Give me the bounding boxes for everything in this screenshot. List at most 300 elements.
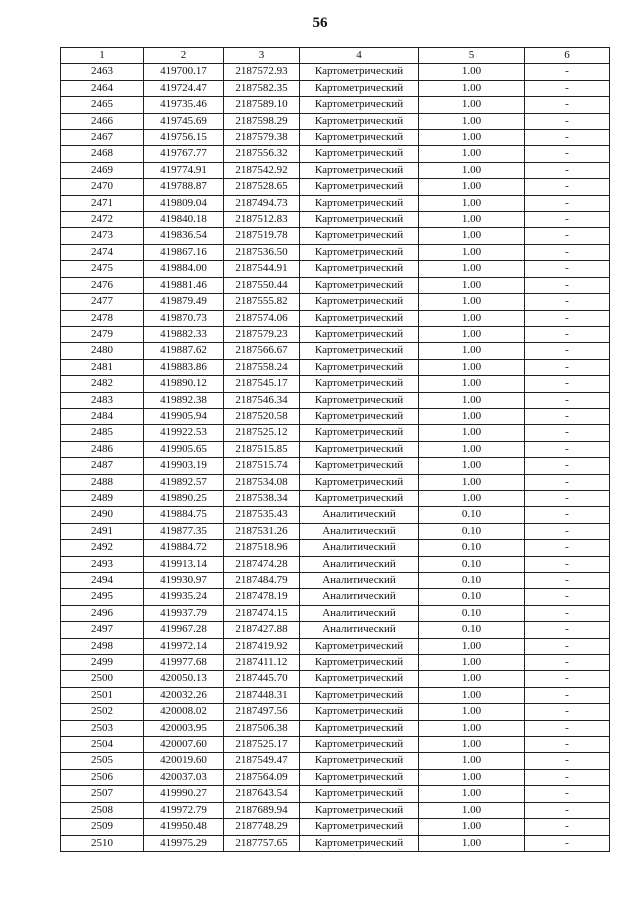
point-number-cell: 2490 <box>61 507 144 523</box>
method-cell: Аналитический <box>300 605 419 621</box>
x-coordinate-cell: 420050.13 <box>144 671 224 687</box>
note-cell: - <box>525 819 610 835</box>
accuracy-cell: 1.00 <box>419 310 525 326</box>
accuracy-cell: 1.00 <box>419 753 525 769</box>
note-cell: - <box>525 589 610 605</box>
accuracy-cell: 1.00 <box>419 146 525 162</box>
method-cell: Картометрический <box>300 146 419 162</box>
point-number-cell: 2473 <box>61 228 144 244</box>
x-coordinate-cell: 419890.25 <box>144 490 224 506</box>
point-number-cell: 2501 <box>61 687 144 703</box>
x-coordinate-cell: 419724.47 <box>144 80 224 96</box>
y-coordinate-cell: 2187484.79 <box>224 573 300 589</box>
method-cell: Картометрический <box>300 277 419 293</box>
x-coordinate-cell: 419892.57 <box>144 474 224 490</box>
note-cell: - <box>525 326 610 342</box>
note-cell: - <box>525 130 610 146</box>
table-row <box>61 458 610 474</box>
x-coordinate-cell: 420037.03 <box>144 769 224 785</box>
note-cell: - <box>525 310 610 326</box>
accuracy-cell: 1.00 <box>419 819 525 835</box>
accuracy-cell: 1.00 <box>419 720 525 736</box>
coordinates-table <box>60 47 610 852</box>
table-row <box>61 441 610 457</box>
x-coordinate-cell: 419867.16 <box>144 244 224 260</box>
method-cell: Картометрический <box>300 195 419 211</box>
point-number-cell: 2476 <box>61 277 144 293</box>
x-coordinate-cell: 419922.53 <box>144 425 224 441</box>
y-coordinate-cell: 2187474.15 <box>224 605 300 621</box>
note-cell: - <box>525 835 610 851</box>
accuracy-cell: 1.00 <box>419 425 525 441</box>
x-coordinate-cell: 419884.75 <box>144 507 224 523</box>
point-number-cell: 2469 <box>61 162 144 178</box>
y-coordinate-cell: 2187515.74 <box>224 458 300 474</box>
point-number-cell: 2477 <box>61 294 144 310</box>
table-row <box>61 835 610 851</box>
note-cell: - <box>525 294 610 310</box>
x-coordinate-cell: 419990.27 <box>144 786 224 802</box>
x-coordinate-cell: 419905.65 <box>144 441 224 457</box>
y-coordinate-cell: 2187598.29 <box>224 113 300 129</box>
y-coordinate-cell: 2187512.83 <box>224 212 300 228</box>
accuracy-cell: 1.00 <box>419 212 525 228</box>
x-coordinate-cell: 419879.49 <box>144 294 224 310</box>
x-coordinate-cell: 420003.95 <box>144 720 224 736</box>
method-cell: Аналитический <box>300 589 419 605</box>
note-cell: - <box>525 64 610 80</box>
point-number-cell: 2475 <box>61 261 144 277</box>
accuracy-cell: 1.00 <box>419 326 525 342</box>
table-row <box>61 228 610 244</box>
accuracy-cell: 1.00 <box>419 458 525 474</box>
x-coordinate-cell: 419700.17 <box>144 64 224 80</box>
method-cell: Аналитический <box>300 573 419 589</box>
accuracy-cell: 1.00 <box>419 687 525 703</box>
note-cell: - <box>525 425 610 441</box>
table-row <box>61 589 610 605</box>
accuracy-cell: 1.00 <box>419 359 525 375</box>
table-row <box>61 310 610 326</box>
point-number-cell: 2497 <box>61 622 144 638</box>
method-cell: Картометрический <box>300 704 419 720</box>
method-cell: Картометрический <box>300 835 419 851</box>
accuracy-cell: 1.00 <box>419 162 525 178</box>
accuracy-cell: 1.00 <box>419 97 525 113</box>
point-number-cell: 2472 <box>61 212 144 228</box>
method-cell: Картометрический <box>300 737 419 753</box>
method-cell: Картометрический <box>300 244 419 260</box>
table-row <box>61 720 610 736</box>
point-number-cell: 2468 <box>61 146 144 162</box>
point-number-cell: 2489 <box>61 490 144 506</box>
y-coordinate-cell: 2187558.24 <box>224 359 300 375</box>
y-coordinate-cell: 2187550.44 <box>224 277 300 293</box>
note-cell: - <box>525 720 610 736</box>
note-cell: - <box>525 704 610 720</box>
y-coordinate-cell: 2187531.26 <box>224 523 300 539</box>
table-row <box>61 687 610 703</box>
point-number-cell: 2465 <box>61 97 144 113</box>
accuracy-cell: 1.00 <box>419 392 525 408</box>
table-row <box>61 523 610 539</box>
x-coordinate-cell: 419788.87 <box>144 179 224 195</box>
accuracy-cell: 1.00 <box>419 704 525 720</box>
note-cell: - <box>525 769 610 785</box>
point-number-cell: 2504 <box>61 737 144 753</box>
method-cell: Картометрический <box>300 819 419 835</box>
x-coordinate-cell: 419913.14 <box>144 556 224 572</box>
y-coordinate-cell: 2187582.35 <box>224 80 300 96</box>
table-row <box>61 704 610 720</box>
y-coordinate-cell: 2187528.65 <box>224 179 300 195</box>
y-coordinate-cell: 2187544.91 <box>224 261 300 277</box>
note-cell: - <box>525 605 610 621</box>
table-row <box>61 277 610 293</box>
y-coordinate-cell: 2187535.43 <box>224 507 300 523</box>
table-row <box>61 540 610 556</box>
table-row <box>61 294 610 310</box>
method-cell: Картометрический <box>300 310 419 326</box>
point-number-cell: 2485 <box>61 425 144 441</box>
table-row <box>61 261 610 277</box>
point-number-cell: 2467 <box>61 130 144 146</box>
method-cell: Картометрический <box>300 490 419 506</box>
note-cell: - <box>525 523 610 539</box>
note-cell: - <box>525 622 610 638</box>
point-number-cell: 2499 <box>61 655 144 671</box>
method-cell: Аналитический <box>300 556 419 572</box>
point-number-cell: 2471 <box>61 195 144 211</box>
method-cell: Картометрический <box>300 212 419 228</box>
method-cell: Картометрический <box>300 441 419 457</box>
accuracy-cell: 1.00 <box>419 130 525 146</box>
y-coordinate-cell: 2187536.50 <box>224 244 300 260</box>
method-cell: Аналитический <box>300 540 419 556</box>
y-coordinate-cell: 2187411.12 <box>224 655 300 671</box>
table-row <box>61 802 610 818</box>
y-coordinate-cell: 2187448.31 <box>224 687 300 703</box>
accuracy-cell: 0.10 <box>419 507 525 523</box>
table-row <box>61 786 610 802</box>
table-row <box>61 146 610 162</box>
table-row <box>61 195 610 211</box>
table-row <box>61 573 610 589</box>
note-cell: - <box>525 179 610 195</box>
point-number-cell: 2508 <box>61 802 144 818</box>
point-number-cell: 2481 <box>61 359 144 375</box>
accuracy-cell: 1.00 <box>419 113 525 129</box>
table-row <box>61 392 610 408</box>
method-cell: Картометрический <box>300 228 419 244</box>
column-header: 2 <box>144 48 224 64</box>
method-cell: Аналитический <box>300 523 419 539</box>
method-cell: Картометрический <box>300 130 419 146</box>
note-cell: - <box>525 573 610 589</box>
point-number-cell: 2500 <box>61 671 144 687</box>
y-coordinate-cell: 2187566.67 <box>224 343 300 359</box>
column-header: 4 <box>300 48 419 64</box>
y-coordinate-cell: 2187689.94 <box>224 802 300 818</box>
note-cell: - <box>525 408 610 424</box>
x-coordinate-cell: 419937.79 <box>144 605 224 621</box>
method-cell: Картометрический <box>300 179 419 195</box>
x-coordinate-cell: 419774.91 <box>144 162 224 178</box>
x-coordinate-cell: 419882.33 <box>144 326 224 342</box>
method-cell: Картометрический <box>300 786 419 802</box>
point-number-cell: 2482 <box>61 376 144 392</box>
x-coordinate-cell: 419881.46 <box>144 277 224 293</box>
note-cell: - <box>525 162 610 178</box>
y-coordinate-cell: 2187757.65 <box>224 835 300 851</box>
accuracy-cell: 1.00 <box>419 195 525 211</box>
y-coordinate-cell: 2187574.06 <box>224 310 300 326</box>
note-cell: - <box>525 638 610 654</box>
point-number-cell: 2506 <box>61 769 144 785</box>
point-number-cell: 2492 <box>61 540 144 556</box>
accuracy-cell: 1.00 <box>419 277 525 293</box>
x-coordinate-cell: 419877.35 <box>144 523 224 539</box>
method-cell: Картометрический <box>300 97 419 113</box>
method-cell: Картометрический <box>300 802 419 818</box>
y-coordinate-cell: 2187549.47 <box>224 753 300 769</box>
x-coordinate-cell: 420007.60 <box>144 737 224 753</box>
y-coordinate-cell: 2187538.34 <box>224 490 300 506</box>
accuracy-cell: 0.10 <box>419 622 525 638</box>
point-number-cell: 2487 <box>61 458 144 474</box>
column-header: 3 <box>224 48 300 64</box>
column-header: 6 <box>525 48 610 64</box>
x-coordinate-cell: 419977.68 <box>144 655 224 671</box>
page-number: 56 <box>312 15 328 31</box>
note-cell: - <box>525 261 610 277</box>
accuracy-cell: 1.00 <box>419 441 525 457</box>
note-cell: - <box>525 212 610 228</box>
method-cell: Картометрический <box>300 359 419 375</box>
table-row <box>61 622 610 638</box>
y-coordinate-cell: 2187556.32 <box>224 146 300 162</box>
x-coordinate-cell: 419892.38 <box>144 392 224 408</box>
accuracy-cell: 1.00 <box>419 737 525 753</box>
accuracy-cell: 1.00 <box>419 786 525 802</box>
note-cell: - <box>525 655 610 671</box>
table-row <box>61 671 610 687</box>
method-cell: Картометрический <box>300 343 419 359</box>
note-cell: - <box>525 737 610 753</box>
column-header: 5 <box>419 48 525 64</box>
accuracy-cell: 0.10 <box>419 589 525 605</box>
point-number-cell: 2491 <box>61 523 144 539</box>
accuracy-cell: 0.10 <box>419 523 525 539</box>
method-cell: Картометрический <box>300 769 419 785</box>
method-cell: Картометрический <box>300 261 419 277</box>
table-row <box>61 819 610 835</box>
y-coordinate-cell: 2187579.23 <box>224 326 300 342</box>
x-coordinate-cell: 420019.60 <box>144 753 224 769</box>
table-body <box>61 64 610 852</box>
x-coordinate-cell: 419809.04 <box>144 195 224 211</box>
y-coordinate-cell: 2187542.92 <box>224 162 300 178</box>
method-cell: Картометрический <box>300 408 419 424</box>
point-number-cell: 2502 <box>61 704 144 720</box>
y-coordinate-cell: 2187419.92 <box>224 638 300 654</box>
accuracy-cell: 1.00 <box>419 835 525 851</box>
method-cell: Картометрический <box>300 687 419 703</box>
table-row <box>61 425 610 441</box>
table-row <box>61 605 610 621</box>
accuracy-cell: 1.00 <box>419 343 525 359</box>
accuracy-cell: 1.00 <box>419 638 525 654</box>
note-cell: - <box>525 802 610 818</box>
method-cell: Картометрический <box>300 474 419 490</box>
x-coordinate-cell: 419887.62 <box>144 343 224 359</box>
y-coordinate-cell: 2187545.17 <box>224 376 300 392</box>
table-row <box>61 244 610 260</box>
point-number-cell: 2494 <box>61 573 144 589</box>
note-cell: - <box>525 441 610 457</box>
method-cell: Картометрический <box>300 113 419 129</box>
point-number-cell: 2463 <box>61 64 144 80</box>
point-number-cell: 2505 <box>61 753 144 769</box>
note-cell: - <box>525 244 610 260</box>
y-coordinate-cell: 2187519.78 <box>224 228 300 244</box>
method-cell: Картометрический <box>300 638 419 654</box>
note-cell: - <box>525 753 610 769</box>
y-coordinate-cell: 2187497.56 <box>224 704 300 720</box>
x-coordinate-cell: 419840.18 <box>144 212 224 228</box>
table-row <box>61 64 610 80</box>
note-cell: - <box>525 786 610 802</box>
table-row <box>61 474 610 490</box>
y-coordinate-cell: 2187534.08 <box>224 474 300 490</box>
point-number-cell: 2493 <box>61 556 144 572</box>
y-coordinate-cell: 2187478.19 <box>224 589 300 605</box>
table-row <box>61 769 610 785</box>
table-row <box>61 507 610 523</box>
y-coordinate-cell: 2187427.88 <box>224 622 300 638</box>
table-header-row <box>61 48 610 64</box>
note-cell: - <box>525 490 610 506</box>
table-row <box>61 113 610 129</box>
point-number-cell: 2486 <box>61 441 144 457</box>
point-number-cell: 2466 <box>61 113 144 129</box>
column-header: 1 <box>61 48 144 64</box>
y-coordinate-cell: 2187525.12 <box>224 425 300 441</box>
note-cell: - <box>525 458 610 474</box>
accuracy-cell: 0.10 <box>419 556 525 572</box>
table-row <box>61 408 610 424</box>
accuracy-cell: 0.10 <box>419 605 525 621</box>
point-number-cell: 2470 <box>61 179 144 195</box>
point-number-cell: 2495 <box>61 589 144 605</box>
y-coordinate-cell: 2187525.17 <box>224 737 300 753</box>
y-coordinate-cell: 2187474.28 <box>224 556 300 572</box>
point-number-cell: 2498 <box>61 638 144 654</box>
point-number-cell: 2480 <box>61 343 144 359</box>
note-cell: - <box>525 671 610 687</box>
point-number-cell: 2474 <box>61 244 144 260</box>
method-cell: Картометрический <box>300 162 419 178</box>
point-number-cell: 2496 <box>61 605 144 621</box>
table-row <box>61 326 610 342</box>
y-coordinate-cell: 2187579.38 <box>224 130 300 146</box>
x-coordinate-cell: 419870.73 <box>144 310 224 326</box>
table-row <box>61 376 610 392</box>
note-cell: - <box>525 343 610 359</box>
method-cell: Картометрический <box>300 655 419 671</box>
table-row <box>61 556 610 572</box>
accuracy-cell: 1.00 <box>419 64 525 80</box>
method-cell: Картометрический <box>300 376 419 392</box>
accuracy-cell: 1.00 <box>419 376 525 392</box>
note-cell: - <box>525 228 610 244</box>
x-coordinate-cell: 419935.24 <box>144 589 224 605</box>
x-coordinate-cell: 419745.69 <box>144 113 224 129</box>
table-row <box>61 359 610 375</box>
point-number-cell: 2478 <box>61 310 144 326</box>
x-coordinate-cell: 419903.19 <box>144 458 224 474</box>
x-coordinate-cell: 419967.28 <box>144 622 224 638</box>
accuracy-cell: 1.00 <box>419 80 525 96</box>
accuracy-cell: 1.00 <box>419 474 525 490</box>
note-cell: - <box>525 376 610 392</box>
x-coordinate-cell: 419972.14 <box>144 638 224 654</box>
table-row <box>61 162 610 178</box>
method-cell: Картометрический <box>300 720 419 736</box>
method-cell: Аналитический <box>300 622 419 638</box>
note-cell: - <box>525 113 610 129</box>
note-cell: - <box>525 146 610 162</box>
accuracy-cell: 1.00 <box>419 769 525 785</box>
x-coordinate-cell: 419950.48 <box>144 819 224 835</box>
accuracy-cell: 1.00 <box>419 179 525 195</box>
x-coordinate-cell: 419883.86 <box>144 359 224 375</box>
method-cell: Картометрический <box>300 671 419 687</box>
y-coordinate-cell: 2187518.96 <box>224 540 300 556</box>
accuracy-cell: 1.00 <box>419 671 525 687</box>
note-cell: - <box>525 359 610 375</box>
note-cell: - <box>525 474 610 490</box>
method-cell: Картометрический <box>300 392 419 408</box>
note-cell: - <box>525 556 610 572</box>
table-row <box>61 490 610 506</box>
table-row <box>61 80 610 96</box>
y-coordinate-cell: 2187572.93 <box>224 64 300 80</box>
method-cell: Картометрический <box>300 294 419 310</box>
x-coordinate-cell: 419930.97 <box>144 573 224 589</box>
y-coordinate-cell: 2187555.82 <box>224 294 300 310</box>
y-coordinate-cell: 2187445.70 <box>224 671 300 687</box>
y-coordinate-cell: 2187589.10 <box>224 97 300 113</box>
y-coordinate-cell: 2187494.73 <box>224 195 300 211</box>
accuracy-cell: 1.00 <box>419 655 525 671</box>
point-number-cell: 2509 <box>61 819 144 835</box>
x-coordinate-cell: 420008.02 <box>144 704 224 720</box>
table-row <box>61 130 610 146</box>
x-coordinate-cell: 419836.54 <box>144 228 224 244</box>
method-cell: Картометрический <box>300 80 419 96</box>
note-cell: - <box>525 507 610 523</box>
x-coordinate-cell: 419884.00 <box>144 261 224 277</box>
y-coordinate-cell: 2187748.29 <box>224 819 300 835</box>
table-row <box>61 179 610 195</box>
note-cell: - <box>525 687 610 703</box>
method-cell: Аналитический <box>300 507 419 523</box>
x-coordinate-cell: 419890.12 <box>144 376 224 392</box>
table-row <box>61 343 610 359</box>
method-cell: Картометрический <box>300 326 419 342</box>
point-number-cell: 2483 <box>61 392 144 408</box>
